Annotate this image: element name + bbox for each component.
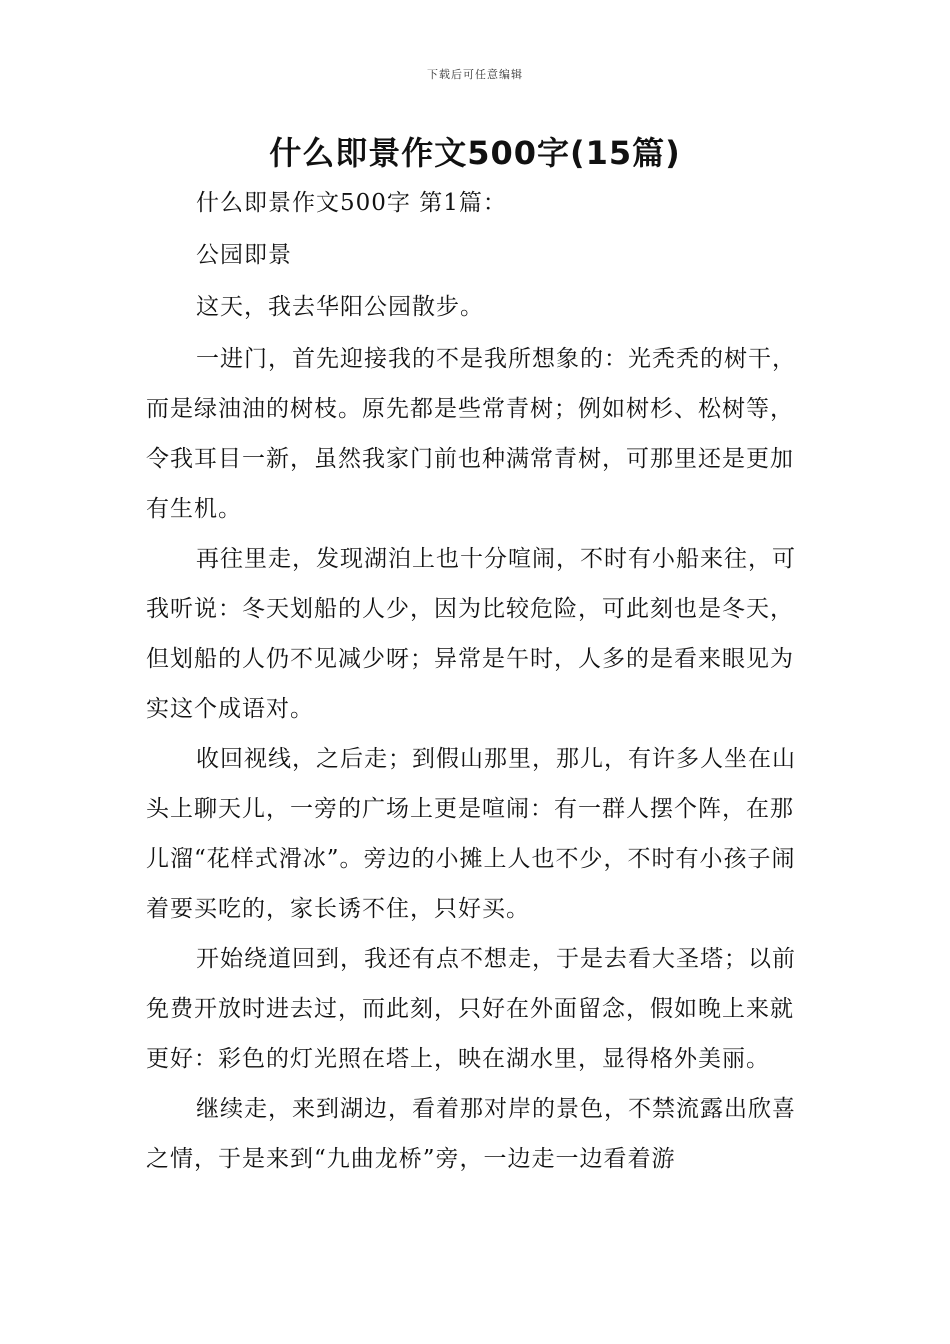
article-heading: 什么即景作文500字 第1篇： (196, 190, 507, 216)
paragraph: 继续走，来到湖边，看着那对岸的景色，不禁流露出欣喜之情，于是来到“九曲龙桥”旁，一边走一边看着游 (146, 1096, 796, 1172)
paragraph: 开始绕道回到，我还有点不想走，于是去看大圣塔；以前免费开放时进去过，而此刻，只好在外面留念，假如晚上来就更好：彩色的灯光照在塔上，映在湖水里，显得格外美丽。 (146, 946, 796, 1072)
essay-title: 公园即景 (196, 242, 292, 268)
paragraph: 这天，我去华阳公园散步。 (196, 294, 484, 320)
paragraph: 再往里走，发现湖泊上也十分喧闹，不时有小船来往，可我听说：冬天划船的人少，因为比较危险，可此刻也是冬天，但划船的人仍不见减少呀；异常是午时，人多的是看来眼见为实这个成语对。 (146, 546, 796, 722)
paragraph: 一进门，首先迎接我的不是我所想象的：光秃秃的树干，而是绿油油的树枝。原先都是些常青树；例如树杉、松树等，令我耳目一新，虽然我家门前也种满常青树，可那里还是更加有生机。 (146, 346, 796, 522)
paragraph: 收回视线，之后走；到假山那里，那儿，有许多人坐在山头上聊天儿，一旁的广场上更是喧闹：有一群人摆个阵，在那儿溜“花样式滑冰”。旁边的小摊上人也不少，不时有小孩子闹着要买吃的，家长诱不住，只好买。 (146, 746, 796, 922)
header-note: 下载后可任意编辑 (427, 68, 523, 81)
document-title: 什么即景作文500字(15篇) (269, 134, 681, 172)
document-body (146, 178, 810, 1184)
